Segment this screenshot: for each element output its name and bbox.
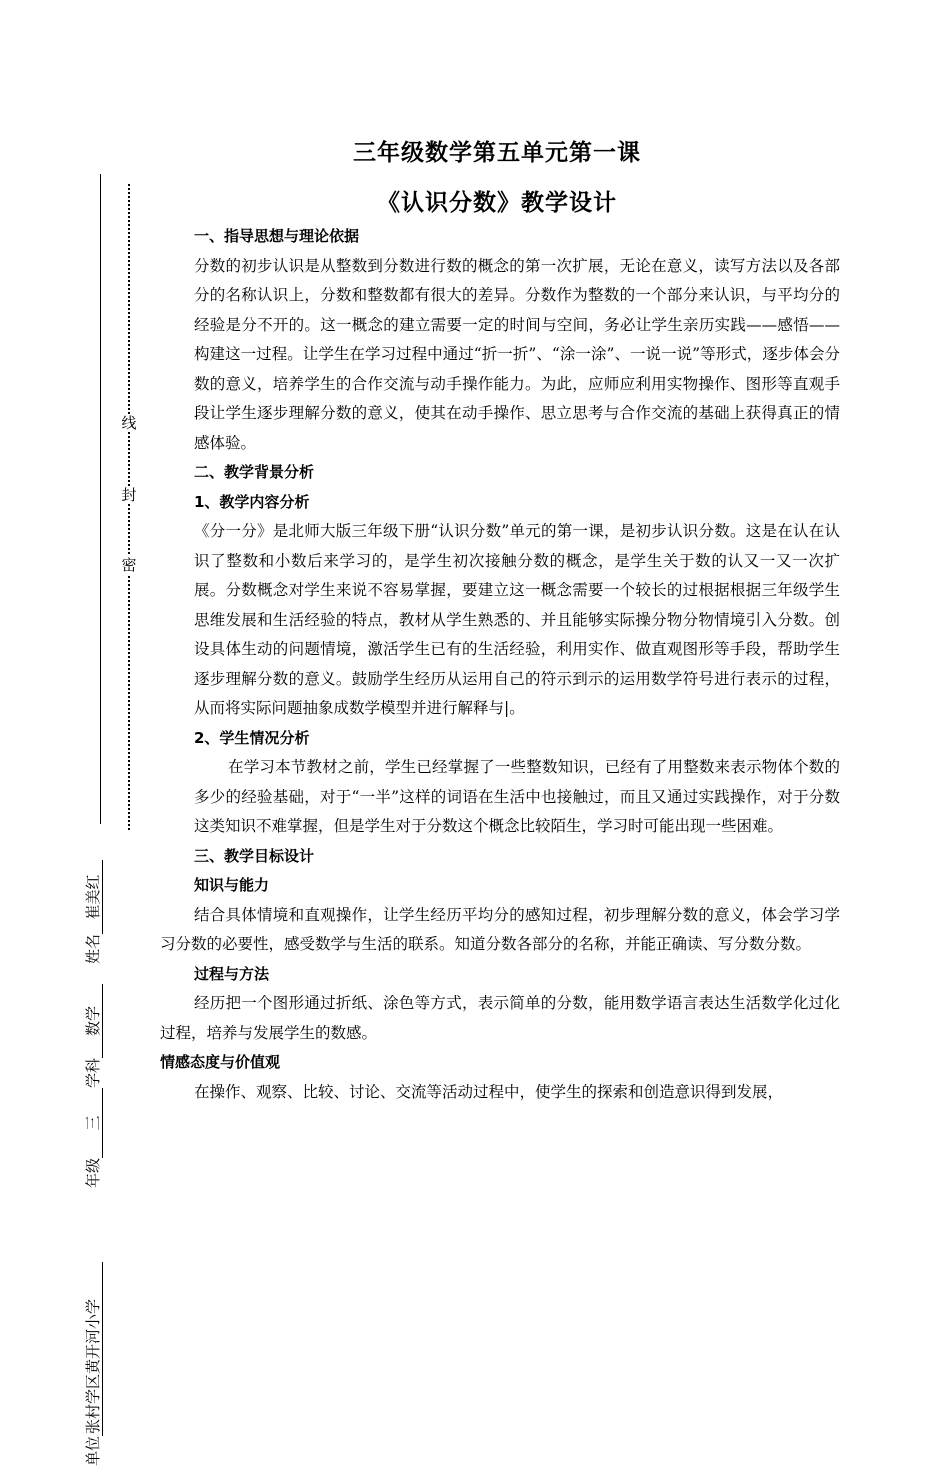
seal-xian: 线	[121, 414, 137, 432]
section-2-sub-2: 2、学生情况分析	[194, 728, 310, 747]
section-1-heading: 一、指导思想与理论依据	[194, 227, 360, 245]
seal-mi: 密	[121, 556, 137, 574]
section-2-paragraph-2: 在学习本节教材之前，学生已经掌握了一些整数知识，已经有了用整数来表示物体个数的多少的经验基础，对于“一半”这样的词语在生活中也接触过，而且又通过实践操作，对于分数这类知识不难掌握，但是学生对于分数这个概念比较陌生，学习时可能出现一些困难。	[194, 758, 840, 835]
section-3-sub-1: 知识与能力	[194, 876, 270, 894]
unit-value: 张村学区黄开河小学	[84, 1262, 103, 1436]
section-2-paragraph-1: 《分一分》是北师大版三年级下册“认识分数”单元的第一课，是初步认识分数。这是在认在认识了整数和小数后来学习的，是学生初次接触分数的概念，是学生关于数的认又一又一次扩展。分数概念对学生来说不容易掌握，要建立这一概念需要一个较长的过根据根据三年级学生思维发展和生活经验的特点，教材从学生熟悉的、并且能够实际操分物分物情境引入分数。创设具体生动的问题情境，激活学生已有的生活经验，利用实作、做直观图形等手段，帮助学生逐步理解分数的意义。鼓励学生经历从运用自己的符示到示的运用数学符号进行表示的过程，从而将实际问题抽象成数学模型并进行解释与|。	[194, 522, 840, 717]
section-2-heading: 二、教学背景分析	[194, 463, 315, 481]
subject-label: 学科	[84, 1057, 102, 1088]
document-title-line2: 《认识分数》教学设计	[377, 189, 617, 216]
section-3-paragraph-2: 经历把一个图形通过折纸、涂色等方式，表示简单的分数，能用数学语言表达生活数学化过化过程，培养与发展学生的数感。	[160, 994, 840, 1042]
section-3-paragraph-1: 结合具体情境和直观操作，让学生经历平均分的感知过程，初步理解分数的意义，体会学习学习分数的必要性，感受数学与生活的联系。知道分数各部分的名称，并能正确读、写分数分数。	[160, 905, 840, 953]
unit-label: 单位	[84, 1435, 102, 1466]
section-3-sub-2: 过程与方法	[194, 964, 270, 983]
section-2-sub-1: 1、教学内容分析	[194, 492, 310, 511]
binding-info-strip	[76, 180, 110, 1466]
seal-feng: 封	[121, 486, 137, 504]
grade-value: 三	[84, 1088, 103, 1158]
name-label: 姓名	[84, 933, 102, 964]
subject-value: 数学	[84, 984, 103, 1058]
grade-label: 年级	[84, 1157, 102, 1188]
document-title-line1: 三年级数学第五单元第一课	[353, 139, 641, 166]
binding-dotted-line	[128, 184, 130, 830]
section-3-heading: 三、教学目标设计	[194, 846, 315, 865]
document-body	[160, 222, 840, 1107]
name-value: 崔美红	[84, 860, 103, 934]
section-1-paragraph: 分数的初步认识是从整数到分数进行数的概念的第一次扩展，无论在意义，读写方法以及各部分的名称认识上，分数和整数都有很大的差异。分数作为整数的一个部分来认识，与平均分的经验是分不开的。这一概念的建立需要一定的时间与空间，务必让学生亲历实践——感悟——构建这一过程。让学生在学习过程中通过“折一折”、“涂一涂”、一说一说”等形式，逐步体会分数的意义，培养学生的合作交流与动手操作能力。为此，应师应利用实物操作、图形等直观手段让学生逐步理解分数的意义，使其在动手操作、思立思考与合作交流的基础上获得真正的情感体验。	[194, 256, 840, 452]
section-3-sub-3: 情感态度与价值观	[160, 1053, 281, 1071]
section-3-paragraph-3: 在操作、观察、比较、讨论、交流等活动过程中，使学生的探索和创造意识得到发展，	[194, 1082, 784, 1101]
